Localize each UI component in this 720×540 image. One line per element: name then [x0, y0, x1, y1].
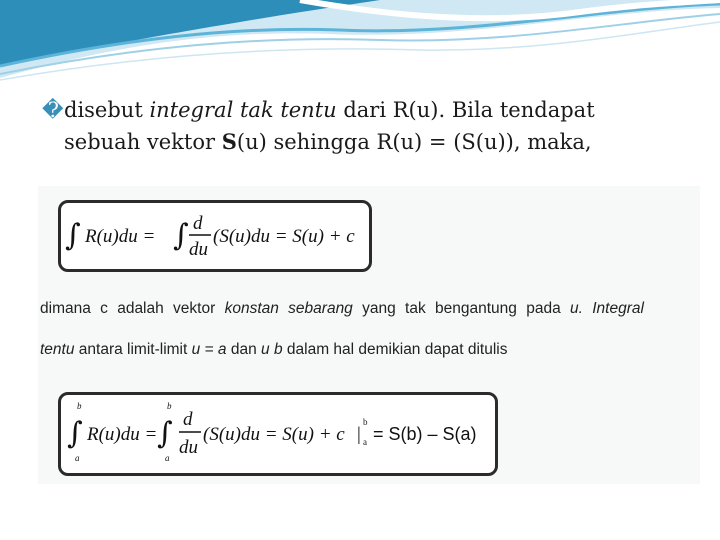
formula1-frac-den: du — [189, 239, 208, 260]
formula2-result: = S(b) – S(a) — [373, 424, 477, 444]
scan-text-line-2: tentu antara limit-limit u = a dan u b dalam hal demikian dapat ditulis — [40, 341, 508, 358]
integral-sign-icon-4: ∫ — [157, 416, 173, 451]
bullet-icon: � — [42, 98, 64, 122]
formula1-rhs: (S(u)du = S(u) + c — [213, 226, 355, 247]
formula2-integrand: R(u)du = — [87, 424, 158, 445]
line2-text: sebuah vektor — [64, 130, 222, 154]
line2-bold-symbol: S — [221, 129, 237, 154]
eval-sup: b — [363, 417, 368, 427]
integral-sign-icon-3: ∫ — [67, 416, 83, 451]
upper-limit-2: b — [167, 401, 172, 411]
formula1-frac-num: d — [193, 213, 203, 234]
lower-limit-2: a — [165, 453, 170, 463]
line1-text-end: dari R(u). Bila tendapat — [336, 98, 595, 122]
formula2-rhs: (S(u)du = S(u) + c — [203, 424, 345, 445]
formula2-frac-num: d — [183, 409, 193, 430]
formula-definite-integral — [61, 395, 495, 473]
eval-sub: a — [363, 437, 367, 447]
formula2-frac-den: du — [179, 437, 198, 458]
formula-indefinite-integral — [61, 203, 369, 269]
integral-sign-icon-2: ∫ — [173, 218, 189, 253]
slide-paragraph — [42, 94, 702, 158]
scanned-formula-image — [38, 186, 700, 484]
scan-text-line-1: dimana c adalah vektor konstan sebarang yang tak bengantung pada u. Integral — [40, 300, 644, 317]
formula-box-definite — [58, 392, 498, 476]
line1-text: disebut — [64, 98, 150, 122]
formula1-integrand: R(u)du = — [85, 226, 156, 247]
paragraph-line-2 — [42, 126, 702, 158]
integral-sign-icon: ∫ — [65, 218, 81, 253]
line2-text-end: (u) sehingga R(u) = (S(u)), maka, — [236, 130, 592, 154]
line1-italic-term: integral tak tentu — [149, 98, 337, 122]
eval-bar: | — [357, 424, 361, 445]
decorative-wave-header — [0, 0, 720, 90]
lower-limit: a — [75, 453, 80, 463]
upper-limit: b — [77, 401, 82, 411]
formula-box-indefinite — [58, 200, 372, 272]
